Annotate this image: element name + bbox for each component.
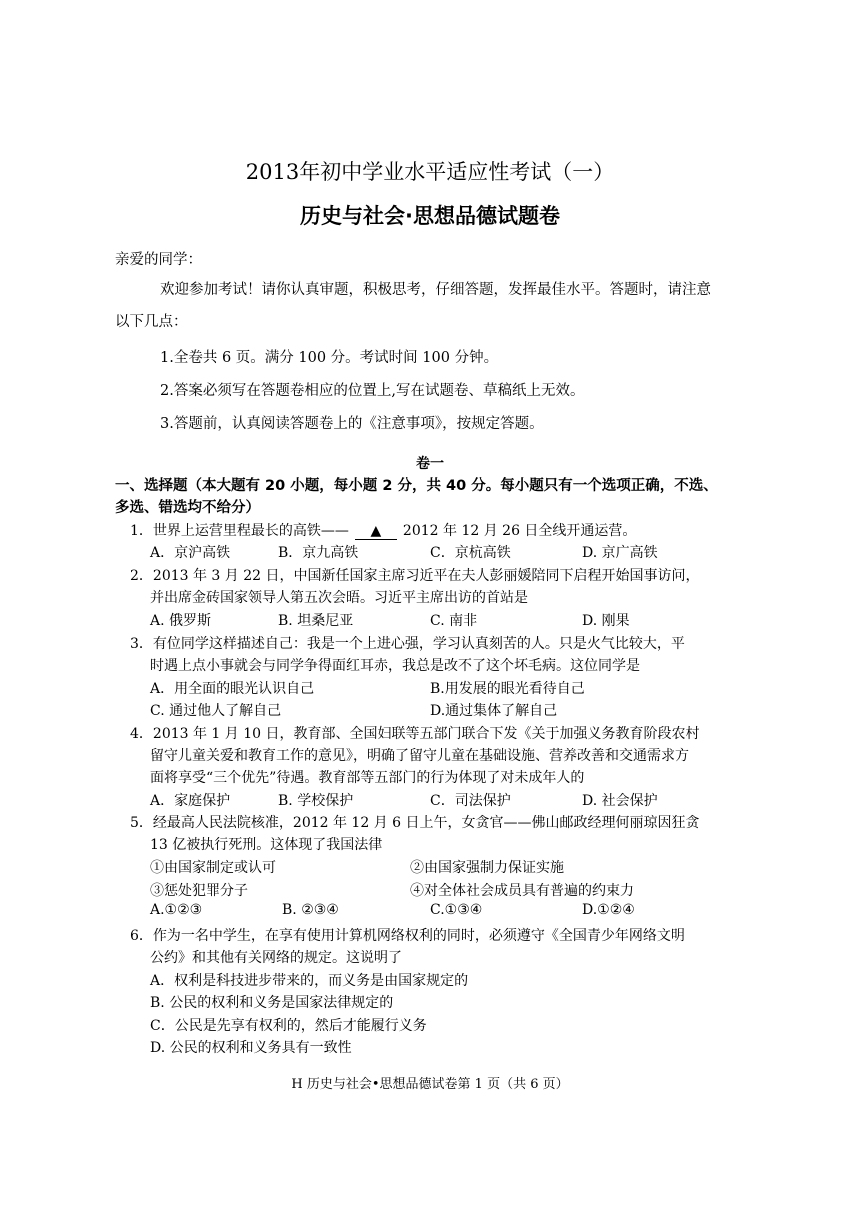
- q4-line-2: 留守儿童关爱和教育工作的意见》，明确了留守儿童在基础设施、营养改善和交通需求方: [150, 748, 689, 764]
- exam-subtitle: 历史与社会·思想品德试题卷: [300, 204, 560, 228]
- q3-option-c: C. 通过他人了解自己: [150, 703, 282, 719]
- q4-line-3: 面将享受“三个优先”待遇。教育部等五部门的行为体现了对未成年人的: [150, 770, 585, 786]
- q5-statement-4: ④对全体社会成员具有普遍的约束力: [410, 883, 634, 899]
- q3-line-2: 时遇上点小事就会与同学争得面红耳赤，我总是改不了这个坏毛病。这位同学是: [150, 658, 640, 674]
- note-1: 1.全卷共 6 页。满分 100 分。考试时间 100 分钟。: [160, 350, 499, 366]
- q5-line-1: 5．经最高人民法院核准，2012 年 12 月 6 日上午，女贪官——佛山邮政经理何丽琼因狂贪: [130, 815, 700, 831]
- section-heading-text-1: 一、选择题（本大题有 20 小题，每小题 2 分，共 40 分。每小题只有一个选项正确，不选、: [115, 478, 718, 494]
- q4-option-c: C．司法保护: [430, 793, 511, 809]
- q6-option-a: A．权利是科技进步带来的，而义务是由国家规定的: [150, 973, 469, 989]
- q2-option-d: D. 刚果: [582, 613, 630, 629]
- q5-option-a: A.①②③: [150, 902, 203, 918]
- q5-line-2: 13 亿被执行死刑。这体现了我国法律: [150, 837, 383, 853]
- q3-option-d: D.通过集体了解自己: [430, 703, 558, 719]
- volume-label: 卷一: [416, 456, 444, 472]
- q4-option-b: B. 学校保护: [278, 793, 354, 809]
- exam-title: 2013年初中学业水平适应性考试（一）: [245, 160, 615, 184]
- q1-option-d: D. 京广高铁: [582, 545, 658, 561]
- question-1-stem: [130, 520, 636, 540]
- note-3: 3.答题前，认真阅读答题卷上的《注意事项》，按规定答题。: [160, 416, 544, 432]
- q6-option-d: D. 公民的权利和义务具有一致性: [150, 1040, 352, 1056]
- greeting: 亲爱的同学：: [115, 252, 202, 268]
- q4-option-d: D. 社会保护: [582, 793, 658, 809]
- section-heading-text-2: 多选、错选均不给分）: [115, 500, 260, 516]
- q5-option-b: B. ②③④: [282, 902, 339, 918]
- q4-option-a: A．家庭保护: [150, 793, 231, 809]
- q2-option-b: B. 坦桑尼亚: [278, 613, 354, 629]
- q6-line-2: 公约》和其他有关网络的规定。这说明了: [150, 950, 402, 966]
- q2-line-1: 2．2013 年 3 月 22 日，中国新任国家主席习近平在夫人彭丽媛陪同下启程开始国事访问，: [130, 568, 700, 584]
- q1-option-c: C．京杭高铁: [430, 545, 511, 561]
- q5-statement-2: ②由国家强制力保证实施: [410, 860, 564, 876]
- q4-line-1: 4．2013 年 1 月 10 日，教育部、全国妇联等五部门联合下发《关于加强义务教育阶段农村: [130, 726, 700, 742]
- q6-line-1: 6．作为一名中学生，在享有使用计算机网络权利的同时，必须遵守《全国青少年网络文明: [130, 928, 685, 944]
- page-footer: H 历史与社会•思想品德试卷第 1 页（共 6 页）: [291, 1077, 569, 1092]
- q2-option-c: C. 南非: [430, 613, 478, 629]
- welcome-line-1: 欢迎参加考试！请你认真审题，积极思考，仔细答题，发挥最佳水平。答题时，请注意: [160, 282, 711, 298]
- q6-option-c: C．公民是先享有权利的，然后才能履行义务: [150, 1018, 427, 1034]
- section-heading-line-1: [115, 474, 718, 495]
- q1-stem-after: 2012 年 12 月 26 日全线开通运营。: [402, 523, 637, 539]
- q1-blank: ▲: [355, 523, 397, 540]
- q5-option-d: D.①②④: [582, 902, 635, 918]
- q5-statement-3: ③惩处犯罪分子: [150, 883, 248, 899]
- q2-option-a: A. 俄罗斯: [150, 613, 212, 629]
- q3-option-a: A．用全面的眼光认识自己: [150, 681, 315, 697]
- q5-statement-1: ①由国家制定或认可: [150, 860, 276, 876]
- q2-line-2: 并出席金砖国家领导人第五次会晤。习近平主席出访的首站是: [150, 590, 528, 606]
- q3-line-1: 3．有位同学这样描述自己：我是一个上进心强，学习认真刻苦的人。只是火气比较大，平: [130, 636, 685, 652]
- welcome-line-2: 以下几点：: [115, 314, 188, 330]
- q1-option-b: B．京九高铁: [278, 545, 359, 561]
- q5-option-c: C.①③④: [430, 902, 483, 918]
- q1-option-a: A．京沪高铁: [150, 545, 231, 561]
- section-heading-line-2: [115, 496, 260, 517]
- q1-stem-before: 1．世界上运营里程最长的高铁——: [130, 523, 349, 539]
- note-2: 2.答案必须写在答题卷相应的位置上,写在试题卷、草稿纸上无效。: [160, 383, 585, 399]
- q6-option-b: B. 公民的权利和义务是国家法律规定的: [150, 995, 394, 1011]
- q3-option-b: B.用发展的眼光看待自己: [430, 681, 585, 697]
